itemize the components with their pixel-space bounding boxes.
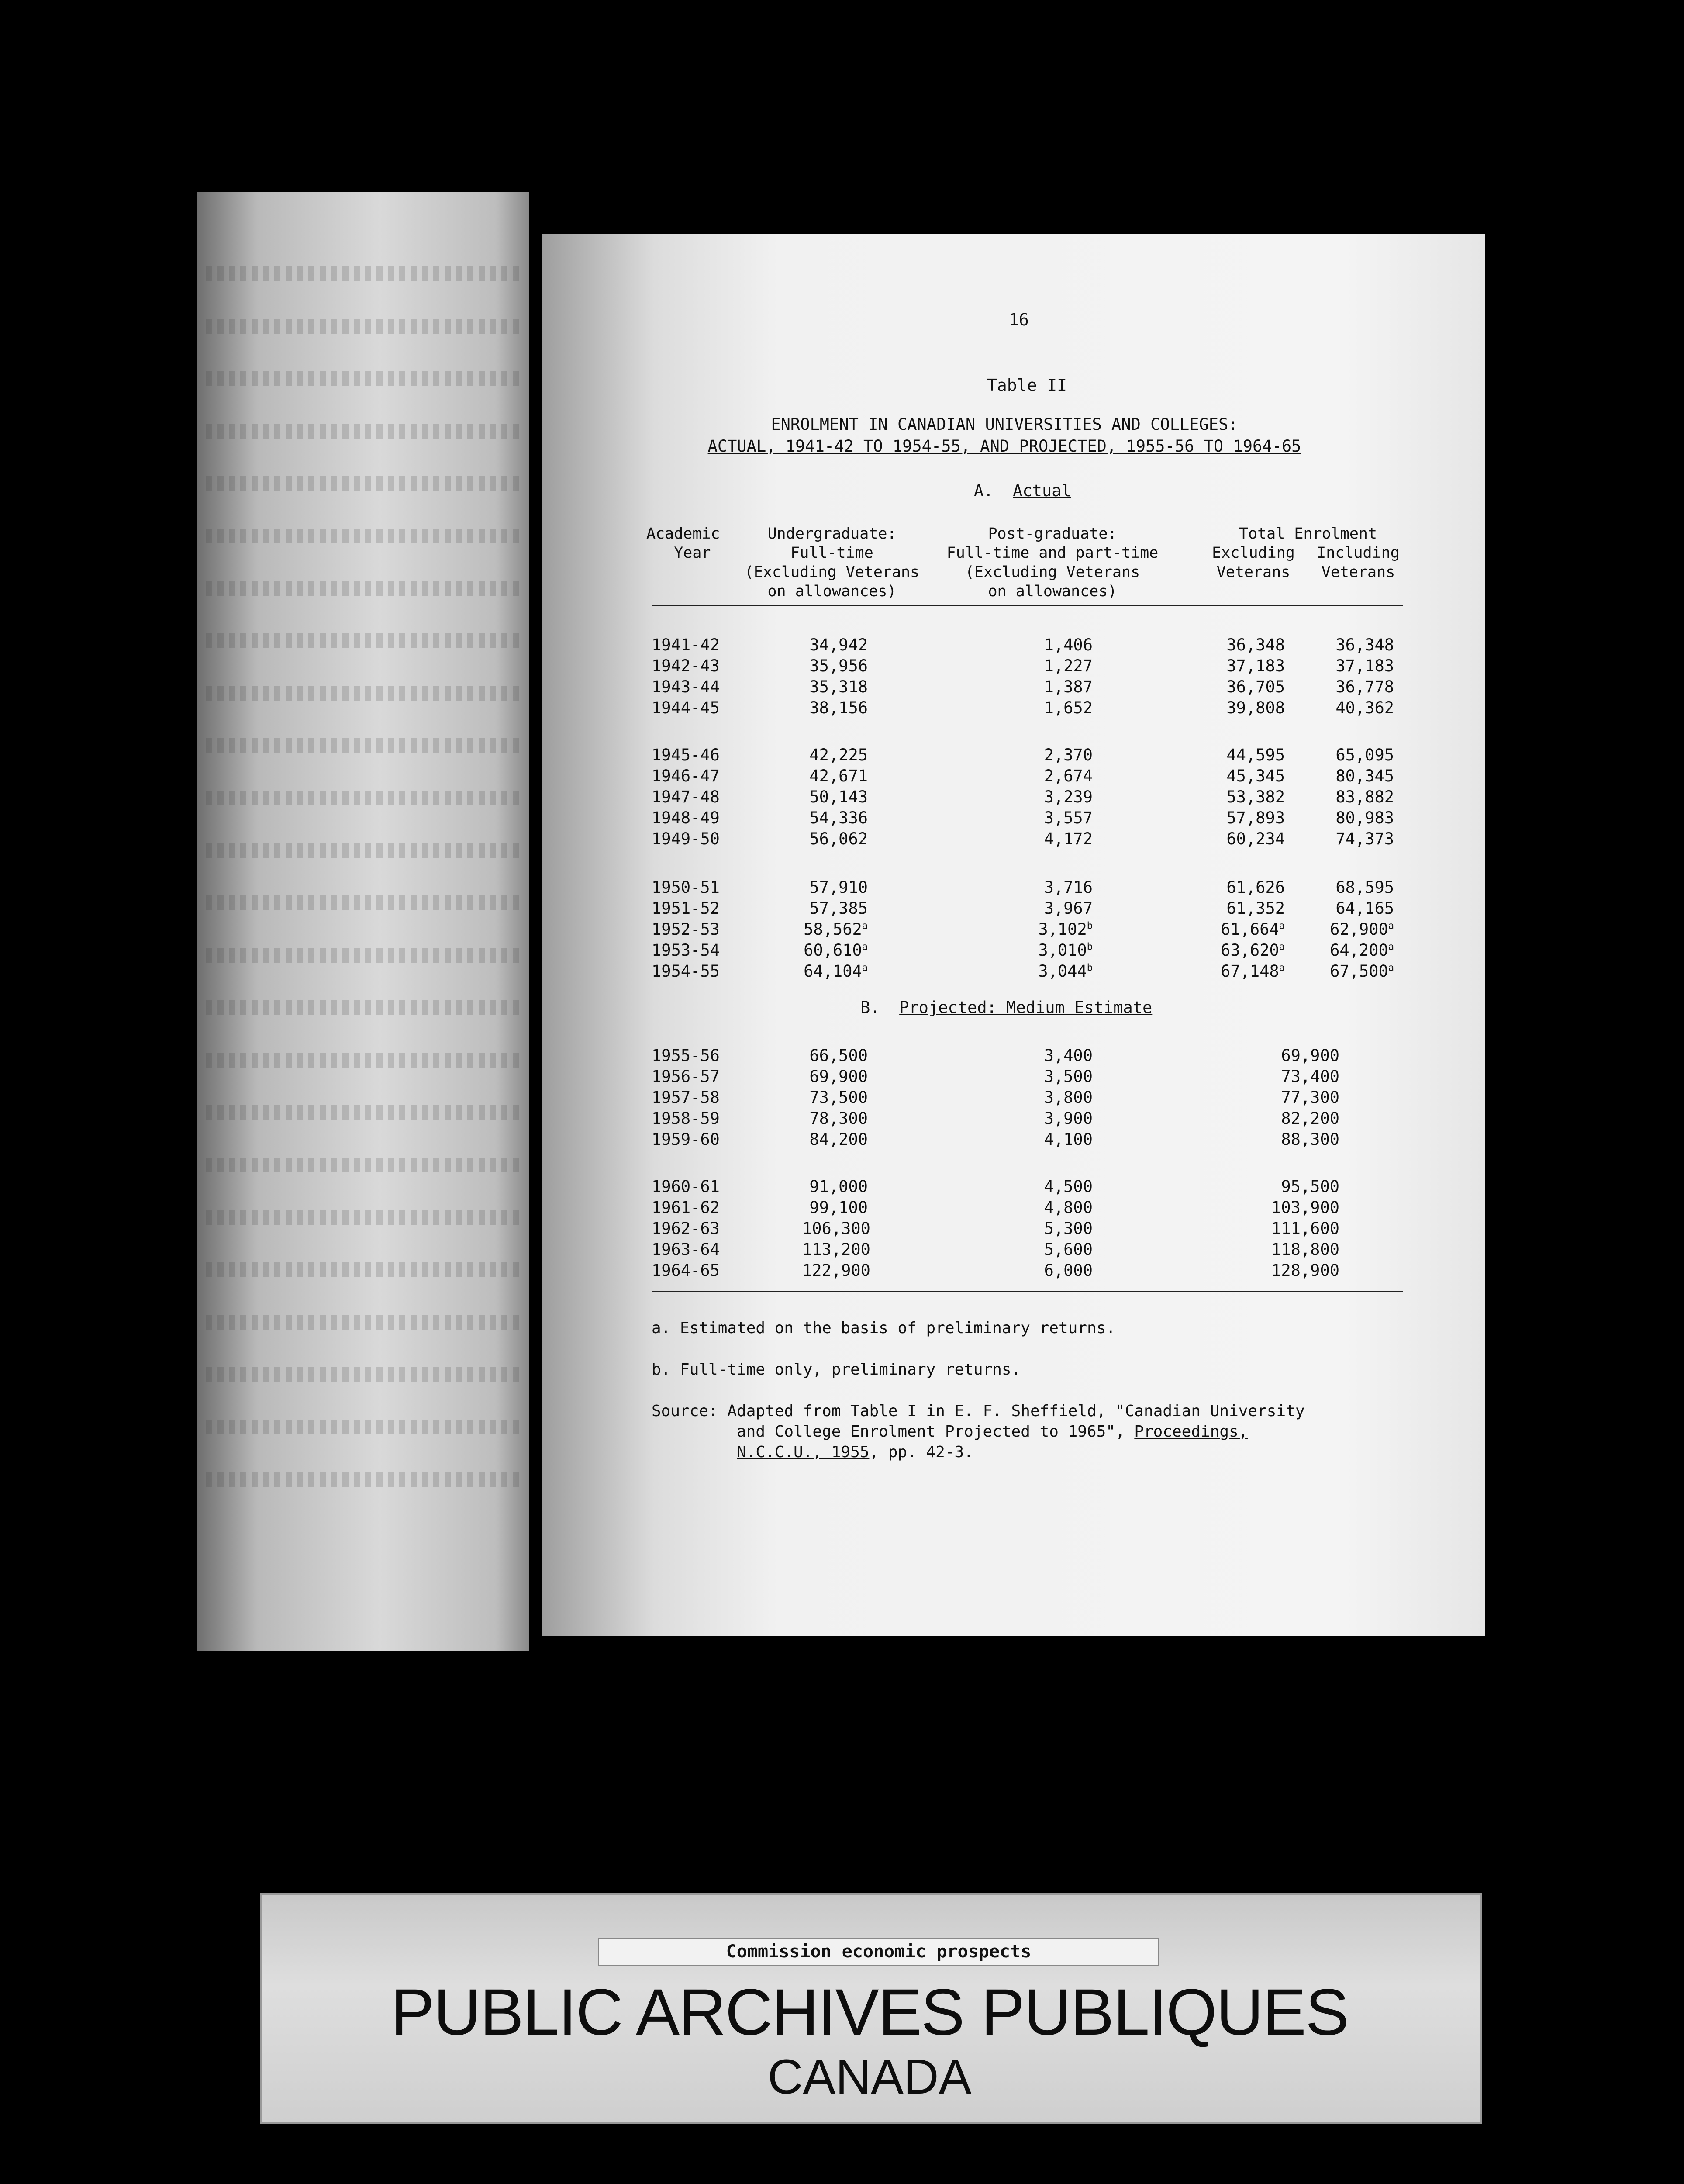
- bleed-through-text: [206, 371, 521, 386]
- postgraduate-cell: 4,172: [1044, 829, 1093, 848]
- bleed-through-text: [206, 1262, 521, 1277]
- bleed-through-text: [206, 1420, 521, 1434]
- total-enrolment-cell: 82,200: [1281, 1109, 1339, 1128]
- undergraduate-cell: 35,318: [809, 677, 868, 696]
- year-cell: 1958-59: [652, 1109, 720, 1128]
- postgraduate-cell: 5,300: [1044, 1219, 1093, 1238]
- undergraduate-cell: 60,610$^a$: [804, 941, 868, 960]
- year-cell: 1952-53: [652, 920, 720, 939]
- header-postgraduate: Post-graduate: Full-time and part-time (Excluding Veterans on allowances): [946, 525, 1159, 600]
- source-nccu: N.C.C.U., 1955: [737, 1443, 870, 1461]
- excluding-veterans-cell: 36,348: [1226, 636, 1285, 654]
- postgraduate-cell: 3,967: [1044, 899, 1093, 918]
- bleed-through-text: [206, 1053, 521, 1068]
- postgraduate-cell: 3,900: [1044, 1109, 1093, 1128]
- including-veterans-cell: 67,500$^a$: [1330, 962, 1394, 981]
- bleed-through-text: [206, 476, 521, 491]
- year-cell: 1964-65: [652, 1261, 720, 1280]
- section-b-heading: [860, 998, 1152, 1017]
- table-title-line1: ENROLMENT IN CANADIAN UNIVERSITIES AND COLLEGES:: [771, 415, 1238, 434]
- footnote-a: a. Estimated on the basis of preliminary returns.: [652, 1319, 1116, 1337]
- bleed-through-text: [206, 319, 521, 334]
- postgraduate-cell: 3,010$^b$: [1038, 941, 1093, 960]
- undergraduate-cell: 38,156: [809, 698, 868, 717]
- postgraduate-cell: 1,387: [1044, 677, 1093, 696]
- document-page: [542, 234, 1485, 1636]
- total-enrolment-cell: 118,800: [1271, 1240, 1339, 1259]
- year-cell: 1963-64: [652, 1240, 720, 1259]
- undergraduate-cell: 113,200: [802, 1240, 870, 1259]
- excluding-veterans-cell: 45,345: [1226, 767, 1285, 785]
- including-veterans-cell: 37,183: [1335, 657, 1394, 675]
- including-veterans-cell: 62,900$^a$: [1330, 920, 1394, 939]
- including-veterans-cell: 65,095: [1335, 746, 1394, 764]
- including-veterans-cell: 64,165: [1335, 899, 1394, 918]
- undergraduate-cell: 57,910: [809, 878, 868, 897]
- year-cell: 1961-62: [652, 1198, 720, 1217]
- excluding-veterans-cell: 67,148$^a$: [1221, 962, 1285, 981]
- undergraduate-cell: 122,900: [802, 1261, 870, 1280]
- postgraduate-cell: 3,044$^b$: [1038, 962, 1093, 981]
- bleed-through-text: [206, 1315, 521, 1330]
- section-a-prefix: A.: [974, 481, 994, 500]
- including-veterans-cell: 36,778: [1335, 677, 1394, 696]
- total-enrolment-cell: 69,900: [1281, 1046, 1339, 1065]
- header-total-enrolment: Total Enrolment: [1239, 525, 1377, 543]
- year-cell: 1951-52: [652, 899, 720, 918]
- undergraduate-cell: 84,200: [809, 1130, 868, 1149]
- bleed-through-text: [206, 791, 521, 805]
- postgraduate-cell: 4,800: [1044, 1198, 1093, 1217]
- postgraduate-cell: 1,652: [1044, 698, 1093, 717]
- year-cell: 1954-55: [652, 962, 720, 981]
- excluding-veterans-cell: 37,183: [1226, 657, 1285, 675]
- total-enrolment-cell: 103,900: [1271, 1198, 1339, 1217]
- year-cell: 1953-54: [652, 941, 720, 960]
- excluding-veterans-cell: 61,626: [1226, 878, 1285, 897]
- year-cell: 1945-46: [652, 746, 720, 764]
- postgraduate-cell: 4,100: [1044, 1130, 1093, 1149]
- postgraduate-cell: 4,500: [1044, 1177, 1093, 1196]
- bleed-through-text: [206, 1210, 521, 1225]
- year-cell: 1941-42: [652, 636, 720, 654]
- total-enrolment-cell: 95,500: [1281, 1177, 1339, 1196]
- including-veterans-cell: 80,983: [1335, 809, 1394, 827]
- year-cell: 1946-47: [652, 767, 720, 785]
- footnote-b: b. Full-time only, preliminary returns.: [652, 1361, 1021, 1379]
- header-academic-year: Academic Year: [646, 525, 720, 562]
- bleed-through-text: [206, 633, 521, 648]
- left-facing-page: [197, 192, 529, 1651]
- undergraduate-cell: 34,942: [809, 636, 868, 654]
- table-title-line2: ACTUAL, 1941-42 TO 1954-55, AND PROJECTED, 1955-56 TO 1964-65: [707, 437, 1301, 456]
- undergraduate-cell: 66,500: [809, 1046, 868, 1065]
- including-veterans-cell: 64,200$^a$: [1330, 941, 1394, 960]
- section-a-heading: [974, 481, 1071, 500]
- year-cell: 1960-61: [652, 1177, 720, 1196]
- including-veterans-cell: 40,362: [1335, 698, 1394, 717]
- bleed-through-text: [206, 529, 521, 543]
- section-b-title: Projected: Medium Estimate: [899, 998, 1153, 1017]
- archive-country: CANADA: [767, 2049, 972, 2104]
- excluding-veterans-cell: 36,705: [1226, 677, 1285, 696]
- section-a-title: Actual: [1013, 481, 1071, 500]
- postgraduate-cell: 2,370: [1044, 746, 1093, 764]
- year-cell: 1944-45: [652, 698, 720, 717]
- header-excluding-veterans: Excluding Veterans: [1212, 544, 1295, 581]
- bleed-through-text: [206, 738, 521, 753]
- excluding-veterans-cell: 61,352: [1226, 899, 1285, 918]
- excluding-veterans-cell: 61,664$^a$: [1221, 920, 1285, 939]
- postgraduate-cell: 3,800: [1044, 1088, 1093, 1107]
- year-cell: 1949-50: [652, 829, 720, 848]
- undergraduate-cell: 69,900: [809, 1067, 868, 1086]
- source-pages: , pp. 42-3.: [869, 1443, 973, 1461]
- excluding-veterans-cell: 53,382: [1226, 788, 1285, 806]
- including-veterans-cell: 83,882: [1335, 788, 1394, 806]
- bleed-through-text: [206, 895, 521, 910]
- total-enrolment-cell: 128,900: [1271, 1261, 1339, 1280]
- year-cell: 1943-44: [652, 677, 720, 696]
- postgraduate-cell: 6,000: [1044, 1261, 1093, 1280]
- undergraduate-cell: 99,100: [809, 1198, 868, 1217]
- undergraduate-cell: 78,300: [809, 1109, 868, 1128]
- source-proceedings: Proceedings,: [1134, 1423, 1248, 1441]
- excluding-veterans-cell: 60,234: [1226, 829, 1285, 848]
- undergraduate-cell: 73,500: [809, 1088, 868, 1107]
- excluding-veterans-cell: 63,620$^a$: [1221, 941, 1285, 960]
- excluding-veterans-cell: 39,808: [1226, 698, 1285, 717]
- folder-tag: Commission economic prospects: [598, 1938, 1159, 1966]
- year-cell: 1959-60: [652, 1130, 720, 1149]
- header-including-veterans: Including Veterans: [1317, 544, 1400, 581]
- undergraduate-cell: 56,062: [809, 829, 868, 848]
- page-content: [542, 234, 1485, 1636]
- undergraduate-cell: 50,143: [809, 788, 868, 806]
- excluding-veterans-cell: 44,595: [1226, 746, 1285, 764]
- year-cell: 1950-51: [652, 878, 720, 897]
- year-cell: 1956-57: [652, 1067, 720, 1086]
- archive-name: PUBLIC ARCHIVES PUBLIQUES: [390, 1975, 1349, 2049]
- postgraduate-cell: 1,406: [1044, 636, 1093, 654]
- including-veterans-cell: 36,348: [1335, 636, 1394, 654]
- postgraduate-cell: 3,102$^b$: [1038, 920, 1093, 939]
- source-line2: [737, 1423, 1248, 1441]
- undergraduate-cell: 54,336: [809, 809, 868, 827]
- source-line1: Source: Adapted from Table I in E. F. Sheffield, "Canadian University: [652, 1402, 1305, 1420]
- bleed-through-text: [206, 1158, 521, 1172]
- excluding-veterans-cell: 57,893: [1226, 809, 1285, 827]
- including-veterans-cell: 74,373: [1335, 829, 1394, 848]
- year-cell: 1957-58: [652, 1088, 720, 1107]
- bleed-through-text: [206, 686, 521, 701]
- bleed-through-text: [206, 1000, 521, 1015]
- bleed-through-text: [206, 1472, 521, 1487]
- undergraduate-cell: 42,225: [809, 746, 868, 764]
- year-cell: 1955-56: [652, 1046, 720, 1065]
- postgraduate-cell: 1,227: [1044, 657, 1093, 675]
- year-cell: 1962-63: [652, 1219, 720, 1238]
- header-rule: [652, 605, 1403, 606]
- bleed-through-text: [206, 1367, 521, 1382]
- page-number: 16: [1009, 310, 1029, 329]
- postgraduate-cell: 2,674: [1044, 767, 1093, 785]
- undergraduate-cell: 91,000: [809, 1177, 868, 1196]
- undergraduate-cell: 35,956: [809, 657, 868, 675]
- section-b-prefix: B.: [860, 998, 880, 1017]
- postgraduate-cell: 3,716: [1044, 878, 1093, 897]
- undergraduate-cell: 106,300: [802, 1219, 870, 1238]
- undergraduate-cell: 42,671: [809, 767, 868, 785]
- postgraduate-cell: 3,239: [1044, 788, 1093, 806]
- year-cell: 1948-49: [652, 809, 720, 827]
- bleed-through-text: [206, 266, 521, 281]
- total-enrolment-cell: 77,300: [1281, 1088, 1339, 1107]
- undergraduate-cell: 58,562$^a$: [804, 920, 868, 939]
- table-label: Table II: [987, 376, 1067, 395]
- total-enrolment-cell: 88,300: [1281, 1130, 1339, 1149]
- including-veterans-cell: 68,595: [1335, 878, 1394, 897]
- total-enrolment-cell: 111,600: [1271, 1219, 1339, 1238]
- bleed-through-text: [206, 843, 521, 858]
- postgraduate-cell: 3,557: [1044, 809, 1093, 827]
- undergraduate-cell: 57,385: [809, 899, 868, 918]
- year-cell: 1947-48: [652, 788, 720, 806]
- year-cell: 1942-43: [652, 657, 720, 675]
- bleed-through-text: [206, 1105, 521, 1120]
- source-line3: [737, 1443, 973, 1461]
- including-veterans-cell: 80,345: [1335, 767, 1394, 785]
- source-line2-text: and College Enrolment Projected to 1965",: [737, 1423, 1135, 1441]
- postgraduate-cell: 3,500: [1044, 1067, 1093, 1086]
- header-undergraduate: Undergraduate: Full-time (Excluding Veterans on allowances): [744, 525, 920, 600]
- bleed-through-text: [206, 424, 521, 439]
- postgraduate-cell: 5,600: [1044, 1240, 1093, 1259]
- undergraduate-cell: 64,104$^a$: [804, 962, 868, 981]
- bleed-through-text: [206, 581, 521, 596]
- postgraduate-cell: 3,400: [1044, 1046, 1093, 1065]
- table-bottom-rule: [652, 1291, 1403, 1292]
- total-enrolment-cell: 73,400: [1281, 1067, 1339, 1086]
- bleed-through-text: [206, 948, 521, 963]
